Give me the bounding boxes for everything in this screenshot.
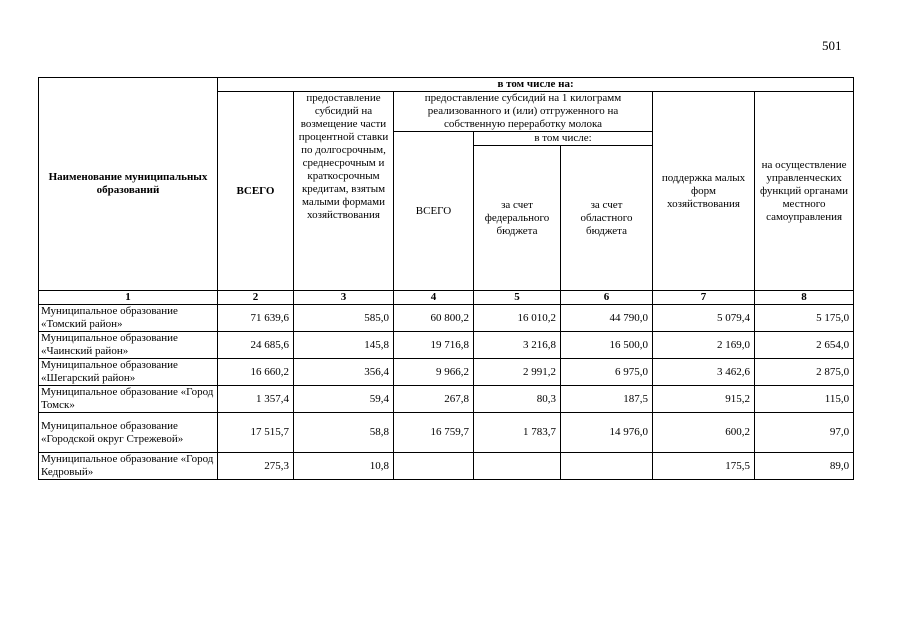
cell-federal: 16 010,2 bbox=[474, 305, 561, 332]
cell-small-forms: 2 169,0 bbox=[653, 332, 755, 359]
cell-total: 1 357,4 bbox=[218, 386, 294, 413]
row-name: Муниципальное образование «Томский район» bbox=[39, 305, 218, 332]
cell-interest-subsidy: 10,8 bbox=[294, 453, 394, 480]
column-number: 1 bbox=[39, 291, 218, 305]
table-row bbox=[39, 359, 854, 386]
cell-total: 16 660,2 bbox=[218, 359, 294, 386]
cell-milk-total: 267,8 bbox=[394, 386, 474, 413]
cell-small-forms: 915,2 bbox=[653, 386, 755, 413]
table-row bbox=[39, 305, 854, 332]
header-including: в том числе на: bbox=[218, 78, 854, 92]
row-name: Муниципальное образование «Шегарский район» bbox=[39, 359, 218, 386]
cell-regional: 6 975,0 bbox=[561, 359, 653, 386]
cell-management: 89,0 bbox=[755, 453, 854, 480]
column-number: 4 bbox=[394, 291, 474, 305]
header-milk-total: ВСЕГО bbox=[394, 132, 474, 291]
cell-federal: 2 991,2 bbox=[474, 359, 561, 386]
cell-total: 275,3 bbox=[218, 453, 294, 480]
header-regional: за счет областного бюджета bbox=[561, 146, 653, 291]
cell-milk-total: 16 759,7 bbox=[394, 413, 474, 453]
table-row bbox=[39, 386, 854, 413]
cell-management: 2 875,0 bbox=[755, 359, 854, 386]
cell-milk-total: 9 966,2 bbox=[394, 359, 474, 386]
row-name: Муниципальное образование «Городской округ Стрежевой» bbox=[39, 413, 218, 453]
cell-federal: 3 216,8 bbox=[474, 332, 561, 359]
row-name: Муниципальное образование «Город Томск» bbox=[39, 386, 218, 413]
table-row bbox=[39, 453, 854, 480]
row-name: Муниципальное образование «Город Кедровый» bbox=[39, 453, 218, 480]
column-number: 2 bbox=[218, 291, 294, 305]
cell-regional: 14 976,0 bbox=[561, 413, 653, 453]
cell-milk-total: 60 800,2 bbox=[394, 305, 474, 332]
cell-small-forms: 600,2 bbox=[653, 413, 755, 453]
header-row-1 bbox=[39, 78, 854, 92]
header-management: на осуществление управленческих функций органами местного самоуправления bbox=[755, 92, 854, 291]
cell-interest-subsidy: 356,4 bbox=[294, 359, 394, 386]
cell-regional: 44 790,0 bbox=[561, 305, 653, 332]
column-number: 3 bbox=[294, 291, 394, 305]
cell-total: 17 515,7 bbox=[218, 413, 294, 453]
header-name: Наименование муниципальных образований bbox=[39, 78, 218, 291]
cell-management: 2 654,0 bbox=[755, 332, 854, 359]
header-milk-subsidy: предоставление субсидий на 1 килограмм реализованного и (или) отгруженного на собственную переработку молока bbox=[394, 92, 653, 132]
header-federal: за счет федерального бюджета bbox=[474, 146, 561, 291]
cell-milk-total bbox=[394, 453, 474, 480]
cell-interest-subsidy: 58,8 bbox=[294, 413, 394, 453]
cell-federal bbox=[474, 453, 561, 480]
table-row bbox=[39, 332, 854, 359]
column-number: 7 bbox=[653, 291, 755, 305]
header-total: ВСЕГО bbox=[218, 92, 294, 291]
cell-regional bbox=[561, 453, 653, 480]
cell-interest-subsidy: 59,4 bbox=[294, 386, 394, 413]
page-number: 501 bbox=[822, 38, 842, 53]
cell-management: 5 175,0 bbox=[755, 305, 854, 332]
cell-milk-total: 19 716,8 bbox=[394, 332, 474, 359]
column-number: 5 bbox=[474, 291, 561, 305]
cell-management: 115,0 bbox=[755, 386, 854, 413]
cell-regional: 187,5 bbox=[561, 386, 653, 413]
subsidy-table bbox=[38, 77, 854, 480]
cell-regional: 16 500,0 bbox=[561, 332, 653, 359]
table-row bbox=[39, 413, 854, 453]
row-name: Муниципальное образование «Чаинский район» bbox=[39, 332, 218, 359]
header-small-forms: поддержка малых форм хозяйствования bbox=[653, 92, 755, 291]
cell-interest-subsidy: 585,0 bbox=[294, 305, 394, 332]
cell-total: 71 639,6 bbox=[218, 305, 294, 332]
cell-interest-subsidy: 145,8 bbox=[294, 332, 394, 359]
column-number-row bbox=[39, 291, 854, 305]
header-including-sub: в том числе: bbox=[474, 132, 653, 146]
cell-total: 24 685,6 bbox=[218, 332, 294, 359]
cell-small-forms: 5 079,4 bbox=[653, 305, 755, 332]
cell-management: 97,0 bbox=[755, 413, 854, 453]
cell-federal: 1 783,7 bbox=[474, 413, 561, 453]
column-number: 8 bbox=[755, 291, 854, 305]
column-number: 6 bbox=[561, 291, 653, 305]
cell-federal: 80,3 bbox=[474, 386, 561, 413]
header-interest-subsidy: предоставление субсидий на возмещение части процентной ставки по долгосрочным, среднесрочным и краткосрочным кредитам, взятым малыми формами хозяйствования bbox=[294, 92, 394, 291]
cell-small-forms: 3 462,6 bbox=[653, 359, 755, 386]
cell-small-forms: 175,5 bbox=[653, 453, 755, 480]
